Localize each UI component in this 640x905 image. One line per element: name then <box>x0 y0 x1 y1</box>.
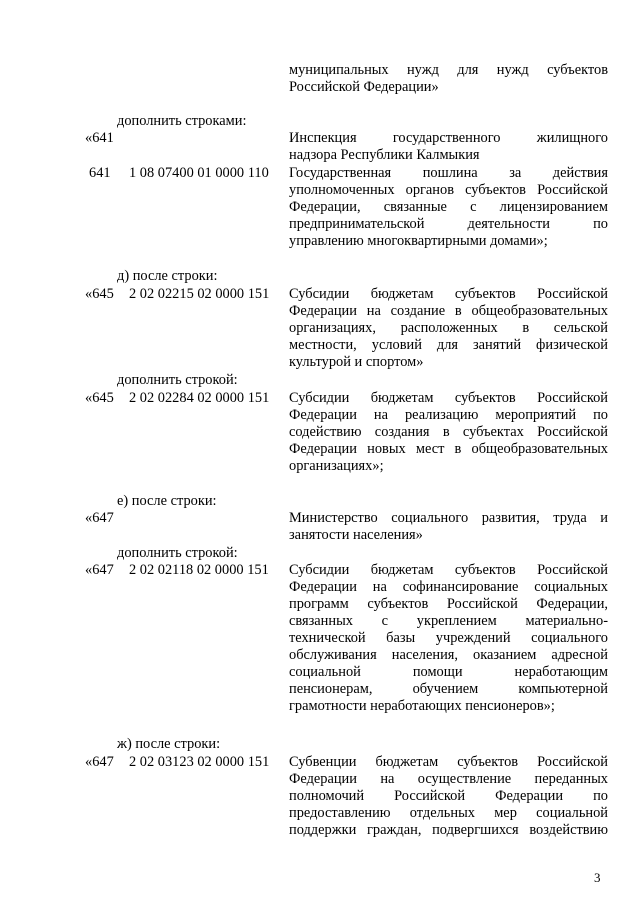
kbk-code: 2 02 03123 02 0000 151 <box>129 754 270 770</box>
description-line: Министерство социального развития, труда и <box>289 510 608 526</box>
description-line: Федерации, связанные с лицензированием <box>289 199 608 215</box>
description-line: уполномоченных органов субъектов Российской <box>289 182 608 198</box>
description-line: грамотности неработающих пенсионеров»; <box>289 698 555 714</box>
description-line: культурой и спортом» <box>289 354 424 370</box>
description-line: местности, условий для занятий физической <box>289 337 608 353</box>
instruction-text: д) после строки: <box>117 268 218 284</box>
page-number: 3 <box>594 870 601 885</box>
description-line: Субсидии бюджетам субъектов Российской <box>289 390 608 406</box>
kbk-code: 2 02 02215 02 0000 151 <box>129 286 270 302</box>
instruction-text: дополнить строкой: <box>117 545 238 561</box>
description-line: надзора Республики Калмыкия <box>289 147 480 163</box>
description-line: занятости населения» <box>289 527 423 543</box>
entry-description <box>289 390 608 475</box>
admin-code: «647 <box>85 562 114 578</box>
entry-description <box>289 62 608 96</box>
description-line: Федерации на осуществление переданных <box>289 771 608 787</box>
description-line: управлению многоквартирными домами»; <box>289 233 548 249</box>
kbk-code: 1 08 07400 01 0000 110 <box>129 165 269 181</box>
description-line: технической базы учреждений социального <box>289 630 608 646</box>
entry-description <box>289 165 608 250</box>
entry-description <box>289 754 608 839</box>
description-line: Государственная пошлина за действия <box>289 165 608 181</box>
kbk-code: 2 02 02118 02 0000 151 <box>129 562 269 578</box>
description-line: Федерации на создание в общеобразовательных <box>289 303 608 319</box>
entry-description <box>289 510 608 544</box>
instruction-text: дополнить строкой: <box>117 372 238 388</box>
description-line: связанных с укреплением материально- <box>289 613 608 629</box>
admin-code: «647 <box>85 510 114 526</box>
instruction-text: дополнить строками: <box>117 113 247 129</box>
description-line: организациях»; <box>289 458 384 474</box>
admin-code: «645 <box>85 286 114 302</box>
instruction-text: е) после строки: <box>117 493 217 509</box>
description-line: социальной помощи неработающим <box>289 664 608 680</box>
description-line: Федерации новых мест в общеобразовательных <box>289 441 608 457</box>
admin-code: «645 <box>85 390 114 406</box>
admin-code: «647 <box>85 754 114 770</box>
description-line: предоставлению отдельных мер социальной <box>289 805 608 821</box>
description-line: программ субъектов Российской Федерации, <box>289 596 608 612</box>
description-line: муниципальных нужд для нужд субъектов <box>289 62 608 78</box>
description-line: Федерации на софинансирование социальных <box>289 579 608 595</box>
description-line: Инспекция государственного жилищного <box>289 130 608 146</box>
admin-code: «641 <box>85 130 114 146</box>
entry-description <box>289 562 608 715</box>
description-line: Субвенции бюджетам субъектов Российской <box>289 754 608 770</box>
description-line: предпринимательской деятельности по <box>289 216 608 232</box>
kbk-code: 2 02 02284 02 0000 151 <box>129 390 270 406</box>
description-line: обслуживания населения, оказанием адресной <box>289 647 608 663</box>
description-line: Субсидии бюджетам субъектов Российской <box>289 562 608 578</box>
description-line: содействию создания в субъектах Российской <box>289 424 608 440</box>
instruction-text: ж) после строки: <box>117 736 221 752</box>
entry-description <box>289 130 608 164</box>
description-line: Российской Федерации» <box>289 79 439 95</box>
description-line: Федерации на реализацию мероприятий по <box>289 407 608 423</box>
entry-description <box>289 286 608 371</box>
description-line: поддержки граждан, подвергшихся воздействию <box>289 822 608 838</box>
admin-code: 641 <box>89 165 111 181</box>
description-line: полномочий Российской Федерации по <box>289 788 608 804</box>
description-line: Субсидии бюджетам субъектов Российской <box>289 286 608 302</box>
description-line: организациях, расположенных в сельской <box>289 320 608 336</box>
description-line: пенсионерам, обучением компьютерной <box>289 681 608 697</box>
